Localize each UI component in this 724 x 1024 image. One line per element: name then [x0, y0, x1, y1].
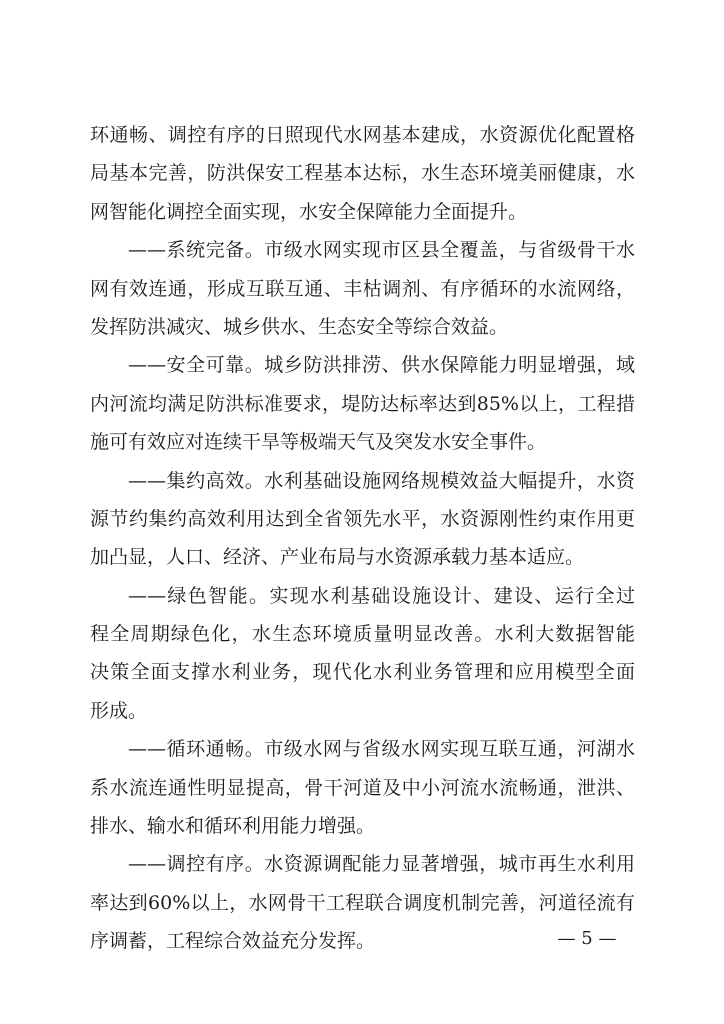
- paragraph-line: 系水流连通性明显提高，骨干河道及中小河流水流畅通，泄洪、: [90, 776, 635, 799]
- paragraph: [90, 116, 635, 231]
- paragraph-line: ——系统完备。市级水网实现市区县全覆盖，与省级骨干水: [128, 239, 635, 262]
- paragraph-line: 施可有效应对连续干旱等极端天气及突发水安全事件。: [90, 431, 547, 454]
- paragraph-line: 局基本完善，防洪保安工程基本达标，水生态环境美丽健康，水: [90, 162, 635, 185]
- paragraph: [90, 730, 635, 845]
- paragraph-line: 序调蓄，工程综合效益充分发挥。: [90, 930, 376, 953]
- paragraph-line: 源节约集约高效利用达到全省领先水平，水资源刚性约束作用更: [90, 507, 635, 530]
- paragraph: [90, 845, 635, 960]
- paragraph-line: 内河流均满足防洪标准要求，堤防达标率达到85%以上，工程措: [90, 392, 635, 415]
- paragraph-line: 形成。: [90, 699, 148, 722]
- paragraph-line: ——安全可靠。城乡防洪排涝、供水保障能力明显增强，域: [128, 354, 635, 377]
- paragraph-line: 加凸显，人口、经济、产业布局与水资源承载力基本适应。: [90, 546, 585, 569]
- paragraph-line: 率达到60%以上，水网骨干工程联合调度机制完善，河道径流有: [90, 891, 635, 914]
- paragraph: [90, 462, 635, 577]
- paragraph-line: ——循环通畅。市级水网与省级水网实现互联互通，河湖水: [128, 738, 635, 761]
- paragraph-line: 程全周期绿色化，水生态环境质量明显改善。水利大数据智能: [90, 623, 635, 646]
- paragraph-line: ——绿色智能。实现水利基础设施设计、建设、运行全过: [128, 584, 635, 607]
- paragraph: [90, 577, 635, 731]
- paragraph-line: 排水、输水和循环利用能力增强。: [90, 815, 376, 838]
- paragraph-line: ——集约高效。水利基础设施网络规模效益大幅提升，水资: [128, 469, 635, 492]
- paragraph-line: 网有效连通，形成互联互通、丰枯调剂、有序循环的水流网络，: [90, 277, 635, 300]
- paragraph-line: ——调控有序。水资源调配能力显著增强，城市再生水利用: [128, 853, 635, 876]
- paragraph: [90, 231, 635, 346]
- paragraph-line: 环通畅、调控有序的日照现代水网基本建成，水资源优化配置格: [90, 124, 635, 146]
- paragraph-line: 发挥防洪减灾、城乡供水、生态安全等综合效益。: [90, 315, 509, 338]
- paragraph: [90, 346, 635, 461]
- page-number: — 5 —: [557, 928, 617, 949]
- body-text: [90, 116, 635, 961]
- paragraph-line: 决策全面支撑水利业务，现代化水利业务管理和应用模型全面: [90, 661, 635, 684]
- paragraph-line: 网智能化调控全面实现，水安全保障能力全面提升。: [90, 200, 528, 223]
